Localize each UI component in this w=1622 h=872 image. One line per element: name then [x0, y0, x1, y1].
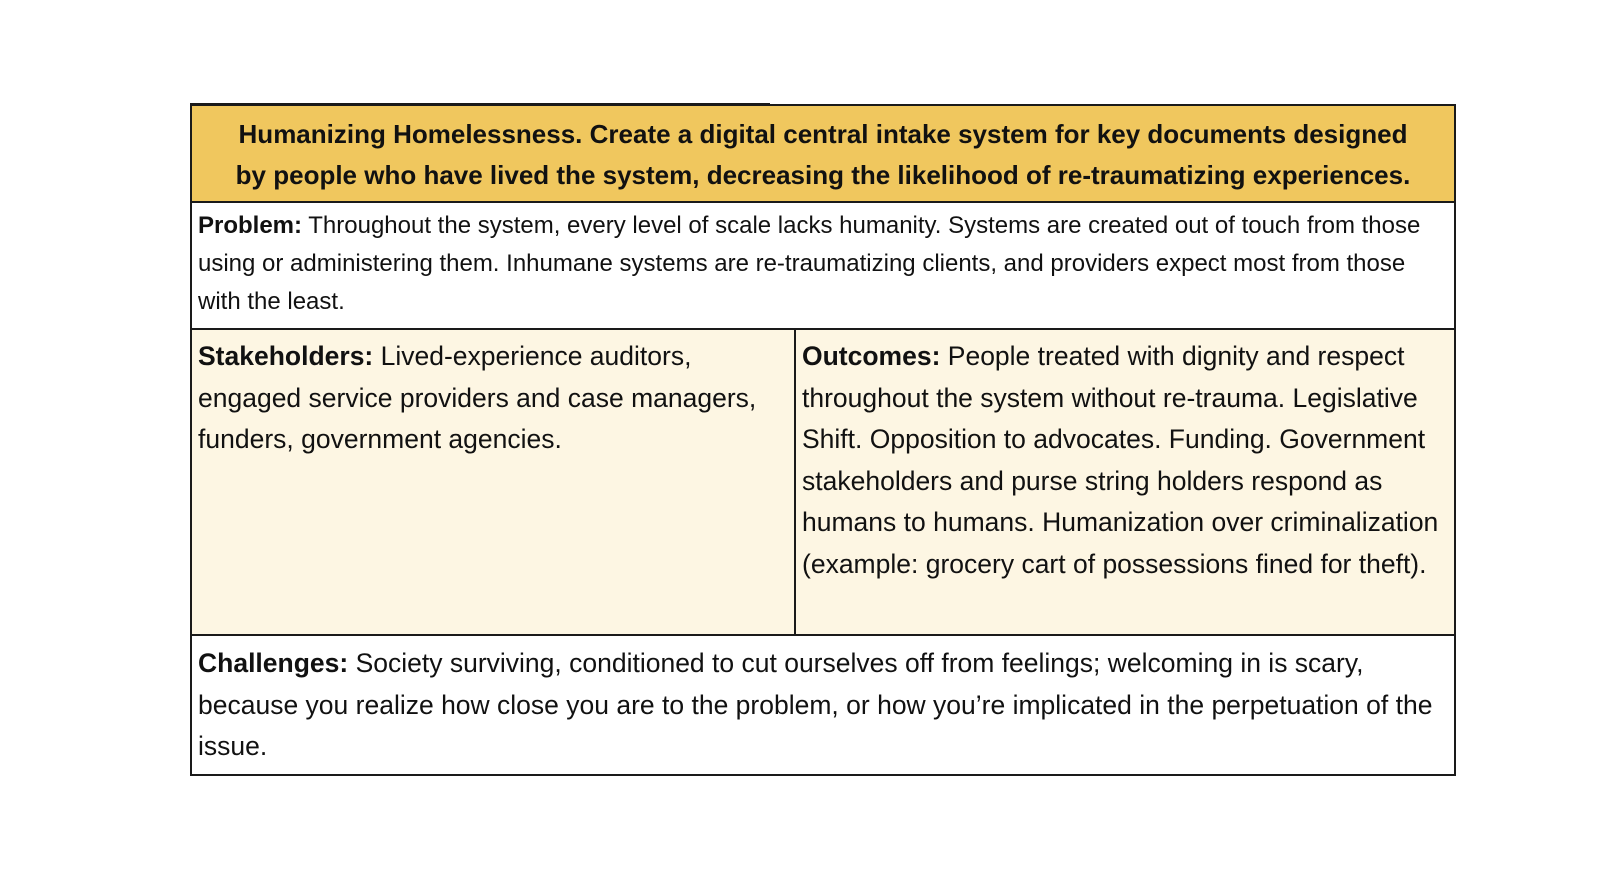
- outcomes-text: People treated with dignity and respect throughout the system without re-trauma. Legislative Shift. Opposition to advocates. Funding. Government stakeholders and purse string holders respond as humans to humans. Humanization over criminalization (example: grocery cart of possessions fined for theft).: [802, 341, 1439, 579]
- outcomes-label: Outcomes:: [802, 341, 941, 371]
- challenges-label: Challenges:: [198, 648, 349, 678]
- challenges-row: [191, 635, 1455, 775]
- stakeholders-cell: [191, 329, 795, 635]
- problem-row: [191, 202, 1455, 329]
- title-row: [191, 105, 1455, 202]
- table-title: Humanizing Homelessness. Create a digital central intake system for key documents designed by people who have lived the system, decreasing the likelihood of re-traumatizing experiences.: [235, 119, 1411, 190]
- summary-table: [190, 104, 1456, 776]
- challenges-cell: [191, 635, 1455, 775]
- stakeholders-label: Stakeholders:: [198, 341, 374, 371]
- outcomes-cell: [795, 329, 1455, 635]
- problem-text: Throughout the system, every level of scale lacks humanity. Systems are created out of touch from those using or administering them. Inhumane systems are re-traumatizing clients, and providers expect most from those with the least.: [198, 212, 1421, 315]
- problem-label: Problem:: [198, 212, 303, 239]
- title-cell: [191, 105, 1455, 202]
- challenges-text: Society surviving, conditioned to cut ourselves off from feelings; welcoming in is scary, because you realize how close you are to the problem, or how you’re implicated in the perpetuation of the issue.: [198, 648, 1433, 761]
- split-row: [191, 329, 1455, 635]
- problem-cell: [191, 202, 1455, 329]
- stakeholders-text: Lived-experience auditors, engaged service providers and case managers, funders, government agencies.: [198, 341, 757, 454]
